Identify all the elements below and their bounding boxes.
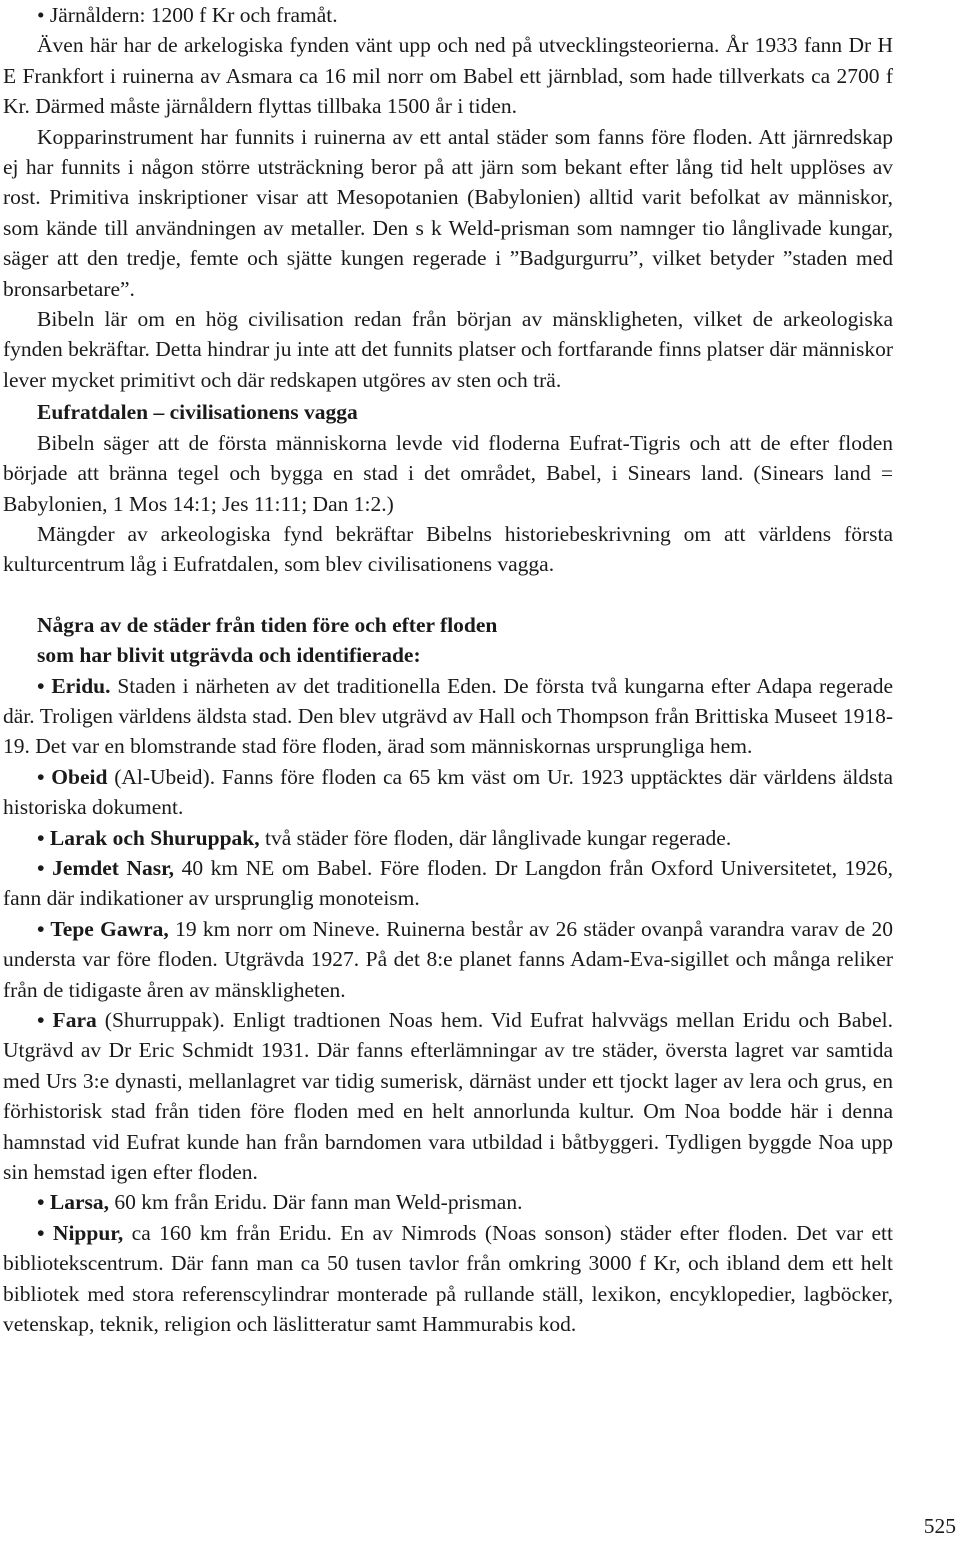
city-entry-jemdet-nasr [3,853,893,914]
city-text: 19 km norr om Nineve. Ruinerna består av 26 städer ovanpå varandra varav de 20 understa var före floden. Utgrävda 1927. På det 8:e planet fanns Adam-Eva-sigillet och många reliker från de tidigaste åren av mänskligheten. [3,916,894,1002]
city-entry-fara [3,1005,893,1187]
city-name: • Nippur, [37,1220,124,1245]
city-entry-larak [3,823,893,853]
paragraph-bible-civilisation: Bibeln lär om en hög civilisation redan från början av mänskligheten, vilket de arkeologiska fynden bekräftar. Detta hindrar ju inte att det funnits platser och fortfarande finns platser där människor lever mycket primitivt och där redskapen utgöres av sten och trä. [3,307,893,392]
city-name: • Eridu. [37,673,111,698]
document-body [3,0,893,1339]
city-name: • Jemdet Nasr, [37,855,175,880]
city-text: Staden i närheten av det traditionella Eden. De första två kungarna efter Adapa regerade där. Troligen världens äldsta stad. Den blev utgrävd av Hall och Thompson från Brittiska Museet 1918-19. Det var en blomstrande stad före floden, ärad som människornas ursprungliga hem. [3,673,893,759]
city-name: • Larsa, [37,1190,110,1215]
city-text: (Shurruppak). Enligt tradtionen Noas hem. Vid Eufrat halvvägs mellan Eridu och Babel. Utgrävd av Dr Eric Schmidt 1931. Där fanns efterlämningar av tre städer, översta lagret var samtida med Urs 3:e dynasti, mellanlagret var tidig sumerisk, därnäst under ett tjockt lager av lera och grus, en förhistorisk stad från tiden före floden med en helt annorlunda kultur. Om Noa bodde här i denna hamnstad vid Eufrat kunde han från barndomen vara utbildad i båtbyggeri. Tydligen byggde Noa upp sin hemstad igen efter floden. [3,1008,894,1185]
section-heading: Eufratdalen – civilisationens vagga [37,400,358,425]
intro-bullet: • Järnåldern: 1200 f Kr och framåt. [37,3,338,27]
city-entry-tepe-gawra [3,914,893,1005]
paragraph-iron-age: Även här har de arkelogiska fynden vänt upp och ned på utvecklingsteorierna. År 1933 fann Dr H E Frankfort i ruinerna av Asmara ca 16 mil norr om Babel ett järnblad, som hade tillverkats ca 2700 f Kr. Därmed måste järnåldern flyttas tillbaka 1500 år i tiden. [3,33,893,119]
city-text: två städer före floden, där långlivade kungar regerade. [259,825,732,850]
city-text: 40 km NE om Babel. Före floden. Dr Langdon från Oxford Universitetet, 1926, fann där indikationer av ursprunglig monoteism. [3,855,893,911]
city-name: • Tepe Gawra, [37,916,169,941]
city-name: • Fara [37,1008,97,1032]
city-name: • Obeid [37,764,108,789]
cities-subheading-line2: som har blivit utgrävda och identifierade: [37,643,421,668]
page-number: 525 [923,1514,956,1538]
paragraph-euphrates: Bibeln säger att de första människorna levde vid floderna Eufrat-Tigris och att de efter floden började att bränna tegel och bygga en stad i det området, Babel, i Sinears land. (Sinears land = Babylonien, 1 Mos 14:1; Jes 11:11; Dan 1:2.) [3,430,893,516]
city-entry-larsa [3,1187,893,1217]
city-text: 60 km från Eridu. Där fann man Weld-prisman. [109,1190,523,1215]
cities-subheading [3,610,893,671]
city-entry-eridu [3,671,893,762]
city-text: ca 160 km från Eridu. En av Nimrods (Noas sonson) städer efter floden. Det var ett bibliotekscentrum. Där fann man ca 50 tusen tavlor från omkring 3000 f Kr, och ibland dem ett helt bibliotek med stora referenscylindrar monterade på rullande ställ, lexikon, encyklopedier, lagböcker, vetenskap, teknik, religion och läslitteratur samt Hammurabis kod. [3,1220,894,1337]
city-name: • Larak och Shuruppak, [37,825,260,850]
cities-subheading-line1: Några av de städer från tiden före och efter floden [37,612,498,637]
city-entry-nippur [3,1218,893,1340]
city-text: (Al-Ubeid). Fanns före floden ca 65 km väst om Ur. 1923 upptäcktes där världens äldsta historiska dokument. [3,764,893,820]
paragraph-copper: Kopparinstrument har funnits i ruinerna av ett antal städer som fanns före floden. Att järnredskap ej har funnits i någon större utsträckning beror på att järn som bekant efter lång tid helt upplöses av rost. Primitiva inskriptioner visar att Mesopotanien (Babylonien) alltid varit befolkat av människor, som kände till användningen av metaller. Den s k Weld-prisman som namnger tio långlivade kungar, säger att den tredje, femte och sjätte kungen regerade i ”Badgurgurru”, vilket betyder ”staden med bronsarbetare”. [3,124,893,301]
paragraph-findings: Mängder av arkeologiska fynd bekräftar Bibelns historiebeskrivning om att världens första kulturcentrum låg i Eufratdalen, som blev civilisationens vagga. [3,521,893,577]
city-entry-obeid [3,762,893,823]
